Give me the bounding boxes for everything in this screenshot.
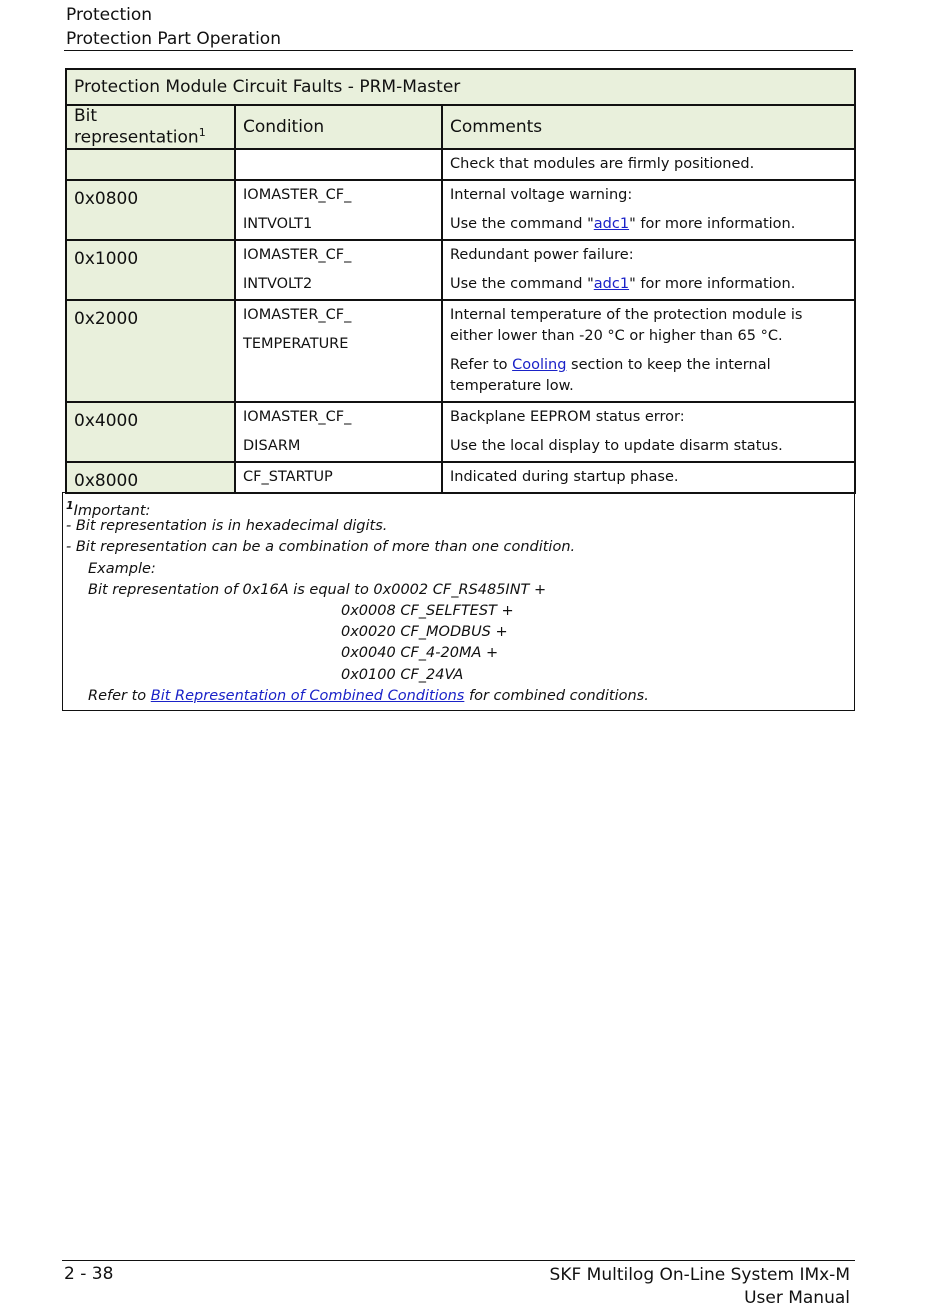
product-name: SKF Multilog On-Line System IMx-M	[549, 1265, 850, 1285]
bit-cell	[66, 149, 235, 180]
header-rule	[64, 50, 853, 51]
footnote-title: $^1$Important:	[66, 499, 151, 519]
bit-cell: 0x4000	[66, 402, 235, 462]
footnote-line: 0x0008 CF_SELFTEST +	[341, 602, 514, 619]
col-comments-header: Comments	[442, 105, 855, 149]
footnote-line: 0x0020 CF_MODBUS +	[341, 624, 508, 641]
bit-cell: 0x0800	[66, 180, 235, 240]
table-row	[66, 240, 855, 300]
comments-cell: Indicated during startup phase.	[442, 462, 855, 493]
footnote-ref: 1	[198, 126, 206, 139]
bit-cell: 0x1000	[66, 240, 235, 300]
document-type: User Manual	[744, 1288, 850, 1308]
condition-cell	[235, 149, 442, 180]
table-row	[66, 462, 855, 493]
footer-rule	[62, 1260, 855, 1261]
bit-cell: 0x8000	[66, 462, 235, 493]
col-condition-header: Condition	[235, 105, 442, 149]
comments-cell: Check that modules are firmly positioned.	[442, 149, 855, 180]
table-row	[66, 180, 855, 240]
footnote-line: - Bit representation can be a combination of more than one condition.	[66, 539, 576, 556]
condition-cell: IOMASTER_CF_ DISARM	[235, 402, 442, 462]
table-row	[66, 149, 855, 180]
condition-cell: IOMASTER_CF_ INTVOLT1	[235, 180, 442, 240]
bit-cell: 0x2000	[66, 300, 235, 402]
footnote-refer: Refer to Bit Representation of Combined Conditions for combined conditions.	[88, 687, 649, 704]
adc1-link[interactable]: adc1	[593, 275, 630, 292]
footnote-line: Bit representation of 0x16A is equal to 0x0002 CF_RS485INT +	[88, 581, 547, 598]
footnote-box	[62, 492, 855, 711]
footnote-marker: 1	[66, 499, 74, 512]
header-section: Protection	[66, 5, 153, 25]
circuit-faults-table	[65, 68, 856, 494]
footnote-line: 0x0100 CF_24VA	[341, 666, 464, 683]
adc1-link[interactable]: adc1	[593, 215, 630, 232]
header-subsection: Protection Part Operation	[66, 29, 281, 49]
table-title: Protection Module Circuit Faults - PRM-Master	[66, 69, 855, 105]
condition-cell: IOMASTER_CF_ TEMPERATURE	[235, 300, 442, 402]
footer-title	[550, 1264, 850, 1310]
footnote-line: Example:	[88, 560, 156, 577]
comments-cell: Internal temperature of the protection module is either lower than -20 °C or higher than 65 °C. Refer to Cooling section to keep the internal temperature low.	[442, 300, 855, 402]
condition-cell: CF_STARTUP	[235, 462, 442, 493]
footnote-line: 0x0040 CF_4-20MA +	[341, 645, 499, 662]
table-header-row	[66, 105, 855, 149]
comments-cell: Redundant power failure: Use the command "adc1" for more information.	[442, 240, 855, 300]
comments-cell: Internal voltage warning: Use the command "adc1" for more information.	[442, 180, 855, 240]
comments-cell: Backplane EEPROM status error: Use the local display to update disarm status.	[442, 402, 855, 462]
cooling-link[interactable]: Cooling	[512, 356, 567, 373]
page-number: 2 - 38	[64, 1264, 114, 1284]
table-row	[66, 402, 855, 462]
combined-conditions-link[interactable]: Bit Representation of Combined Conditions	[150, 687, 465, 704]
footnote-line: - Bit representation is in hexadecimal digits.	[66, 518, 388, 535]
table-row	[66, 300, 855, 402]
col-bit-header: Bit representation$^1$	[66, 105, 235, 149]
condition-cell: IOMASTER_CF_ INTVOLT2	[235, 240, 442, 300]
